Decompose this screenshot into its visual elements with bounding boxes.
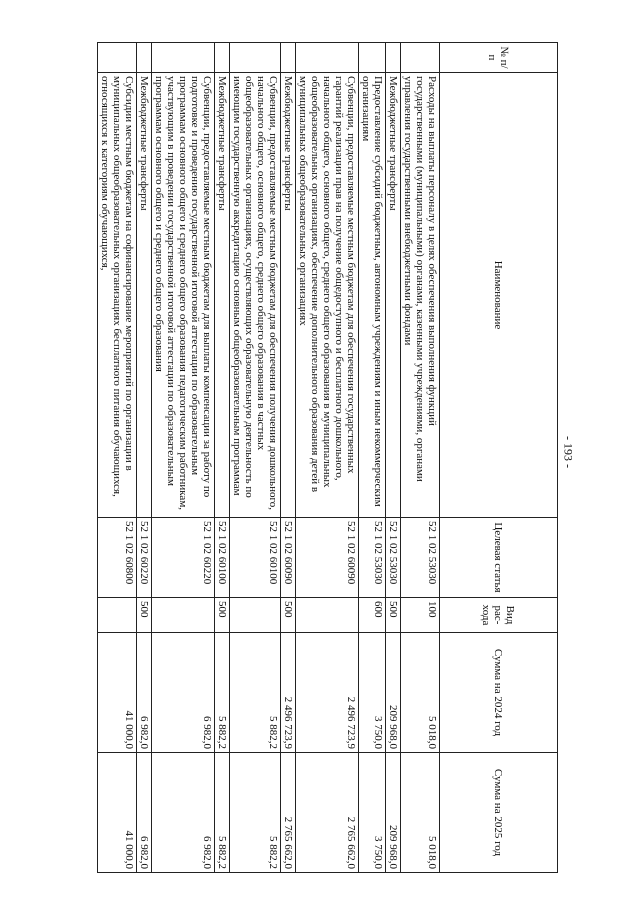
cell-number — [401, 43, 440, 73]
cell-expense-type: 500 — [137, 598, 152, 633]
cell-sum-2025: 2 765 662,0 — [281, 753, 296, 873]
cell-sum-2024: 41 000,0 — [98, 633, 137, 753]
cell-target-article: 52 1 02 60220 — [137, 518, 152, 598]
table-header-row — [440, 43, 558, 873]
cell-name: Субвенции, предоставляемые местным бюджетам для выплаты компенсации за работу по подготовке и проведению государственной итоговой аттестации по образовательным программам основного общего и среднего общего образования педагогическим работникам, участвующим в проведении государственной итоговой аттестации по образовательным программам основного общего и среднего общего образования — [152, 73, 215, 518]
cell-name: Межбюджетные трансферты — [386, 73, 401, 518]
cell-number — [281, 43, 296, 73]
cell-name: Межбюджетные трансферты — [215, 73, 230, 518]
cell-expense-type — [230, 598, 281, 633]
cell-target-article: 52 1 02 60090 — [296, 518, 359, 598]
cell-sum-2025: 209 968,0 — [386, 753, 401, 873]
cell-sum-2024: 5 882,2 — [215, 633, 230, 753]
table-row — [296, 43, 359, 873]
cell-name: Предоставление субсидий бюджетным, автономным учреждениям и иным некоммерческим организациям — [359, 73, 386, 518]
header-name: Наименование — [440, 73, 558, 518]
cell-target-article: 52 1 02 53030 — [386, 518, 401, 598]
cell-sum-2025: 3 750,0 — [359, 753, 386, 873]
cell-number — [137, 43, 152, 73]
cell-target-article: 52 1 02 60100 — [230, 518, 281, 598]
cell-target-article: 52 1 02 60220 — [152, 518, 215, 598]
table-row — [230, 43, 281, 873]
cell-sum-2024: 6 982,0 — [152, 633, 215, 753]
cell-name: Расходы на выплаты персоналу в целях обеспечения выполнения функций государственными (муниципальными) органами, казенными учреждениями, органами управления государственными внебюджетными фондами — [401, 73, 440, 518]
cell-sum-2024: 6 982,0 — [137, 633, 152, 753]
header-target-article: Целевая статья — [440, 518, 558, 598]
cell-sum-2024: 2 496 723,9 — [281, 633, 296, 753]
cell-target-article: 52 1 02 60100 — [215, 518, 230, 598]
table-row — [386, 43, 401, 873]
table-row — [98, 43, 137, 873]
cell-sum-2025: 6 982,0 — [152, 753, 215, 873]
cell-sum-2025: 41 000,0 — [98, 753, 137, 873]
cell-expense-type: 500 — [215, 598, 230, 633]
cell-target-article: 52 1 02 60800 — [98, 518, 137, 598]
cell-sum-2025: 5 018,0 — [401, 753, 440, 873]
cell-sum-2024: 2 496 723,9 — [296, 633, 359, 753]
cell-name: Межбюджетные трансферты — [281, 73, 296, 518]
table-row — [281, 43, 296, 873]
cell-expense-type: 100 — [401, 598, 440, 633]
rotated-table-container — [99, 42, 558, 872]
cell-sum-2025: 6 982,0 — [137, 753, 152, 873]
cell-target-article: 52 1 02 53030 — [359, 518, 386, 598]
cell-expense-type — [152, 598, 215, 633]
budget-table — [97, 42, 558, 873]
cell-sum-2025: 2 765 662,0 — [296, 753, 359, 873]
cell-number — [296, 43, 359, 73]
cell-expense-type: 500 — [281, 598, 296, 633]
cell-sum-2024: 5 018,0 — [401, 633, 440, 753]
cell-expense-type — [296, 598, 359, 633]
cell-sum-2024: 3 750,0 — [359, 633, 386, 753]
cell-name: Субсидии местным бюджетам на софинансирование мероприятий по организации в муниципальных общеобразовательных организациях бесплатного питания обучающихся, относящихся к категориям обучающихся, — [98, 73, 137, 518]
header-sum-2024: Сумма на 2024 год — [440, 633, 558, 753]
table-row — [215, 43, 230, 873]
cell-sum-2025: 5 882,2 — [215, 753, 230, 873]
header-expense-type: Вид рас-хода — [440, 598, 558, 633]
table-row — [137, 43, 152, 873]
cell-number — [359, 43, 386, 73]
cell-sum-2024: 5 882,2 — [230, 633, 281, 753]
header-number: № п/п — [440, 43, 558, 73]
table-row — [401, 43, 440, 873]
cell-number — [98, 43, 137, 73]
cell-name: Субвенции, предоставляемые местным бюджетам для обеспечения получения дошкольного, начального общего, основного общего, среднего общего образования в частных общеобразовательных организациях, осуществляющих образовательную деятельность по имеющим государственную аккредитацию основным общеобразовательным программам — [230, 73, 281, 518]
table-row — [359, 43, 386, 873]
cell-number — [386, 43, 401, 73]
cell-target-article: 52 1 02 53030 — [401, 518, 440, 598]
page-number: - 193 - — [561, 436, 576, 468]
cell-expense-type — [98, 598, 137, 633]
header-sum-2025: Сумма на 2025 год — [440, 753, 558, 873]
cell-expense-type: 600 — [359, 598, 386, 633]
cell-name: Межбюджетные трансферты — [137, 73, 152, 518]
cell-number — [215, 43, 230, 73]
cell-sum-2025: 5 882,2 — [230, 753, 281, 873]
cell-number — [152, 43, 215, 73]
cell-expense-type: 500 — [386, 598, 401, 633]
cell-sum-2024: 209 968,0 — [386, 633, 401, 753]
table-row — [152, 43, 215, 873]
cell-name: Субвенции, предоставляемые местным бюджетам для обеспечения государственных гарантий реализации прав на получение общедоступного и бесплатного дошкольного, начального общего, основного общего, среднего общего образования в муниципальных общеобразовательных организациях, обеспечение дополнительного образования детей в муниципальных общеобразовательных организациях — [296, 73, 359, 518]
cell-number — [230, 43, 281, 73]
cell-target-article: 52 1 02 60090 — [281, 518, 296, 598]
